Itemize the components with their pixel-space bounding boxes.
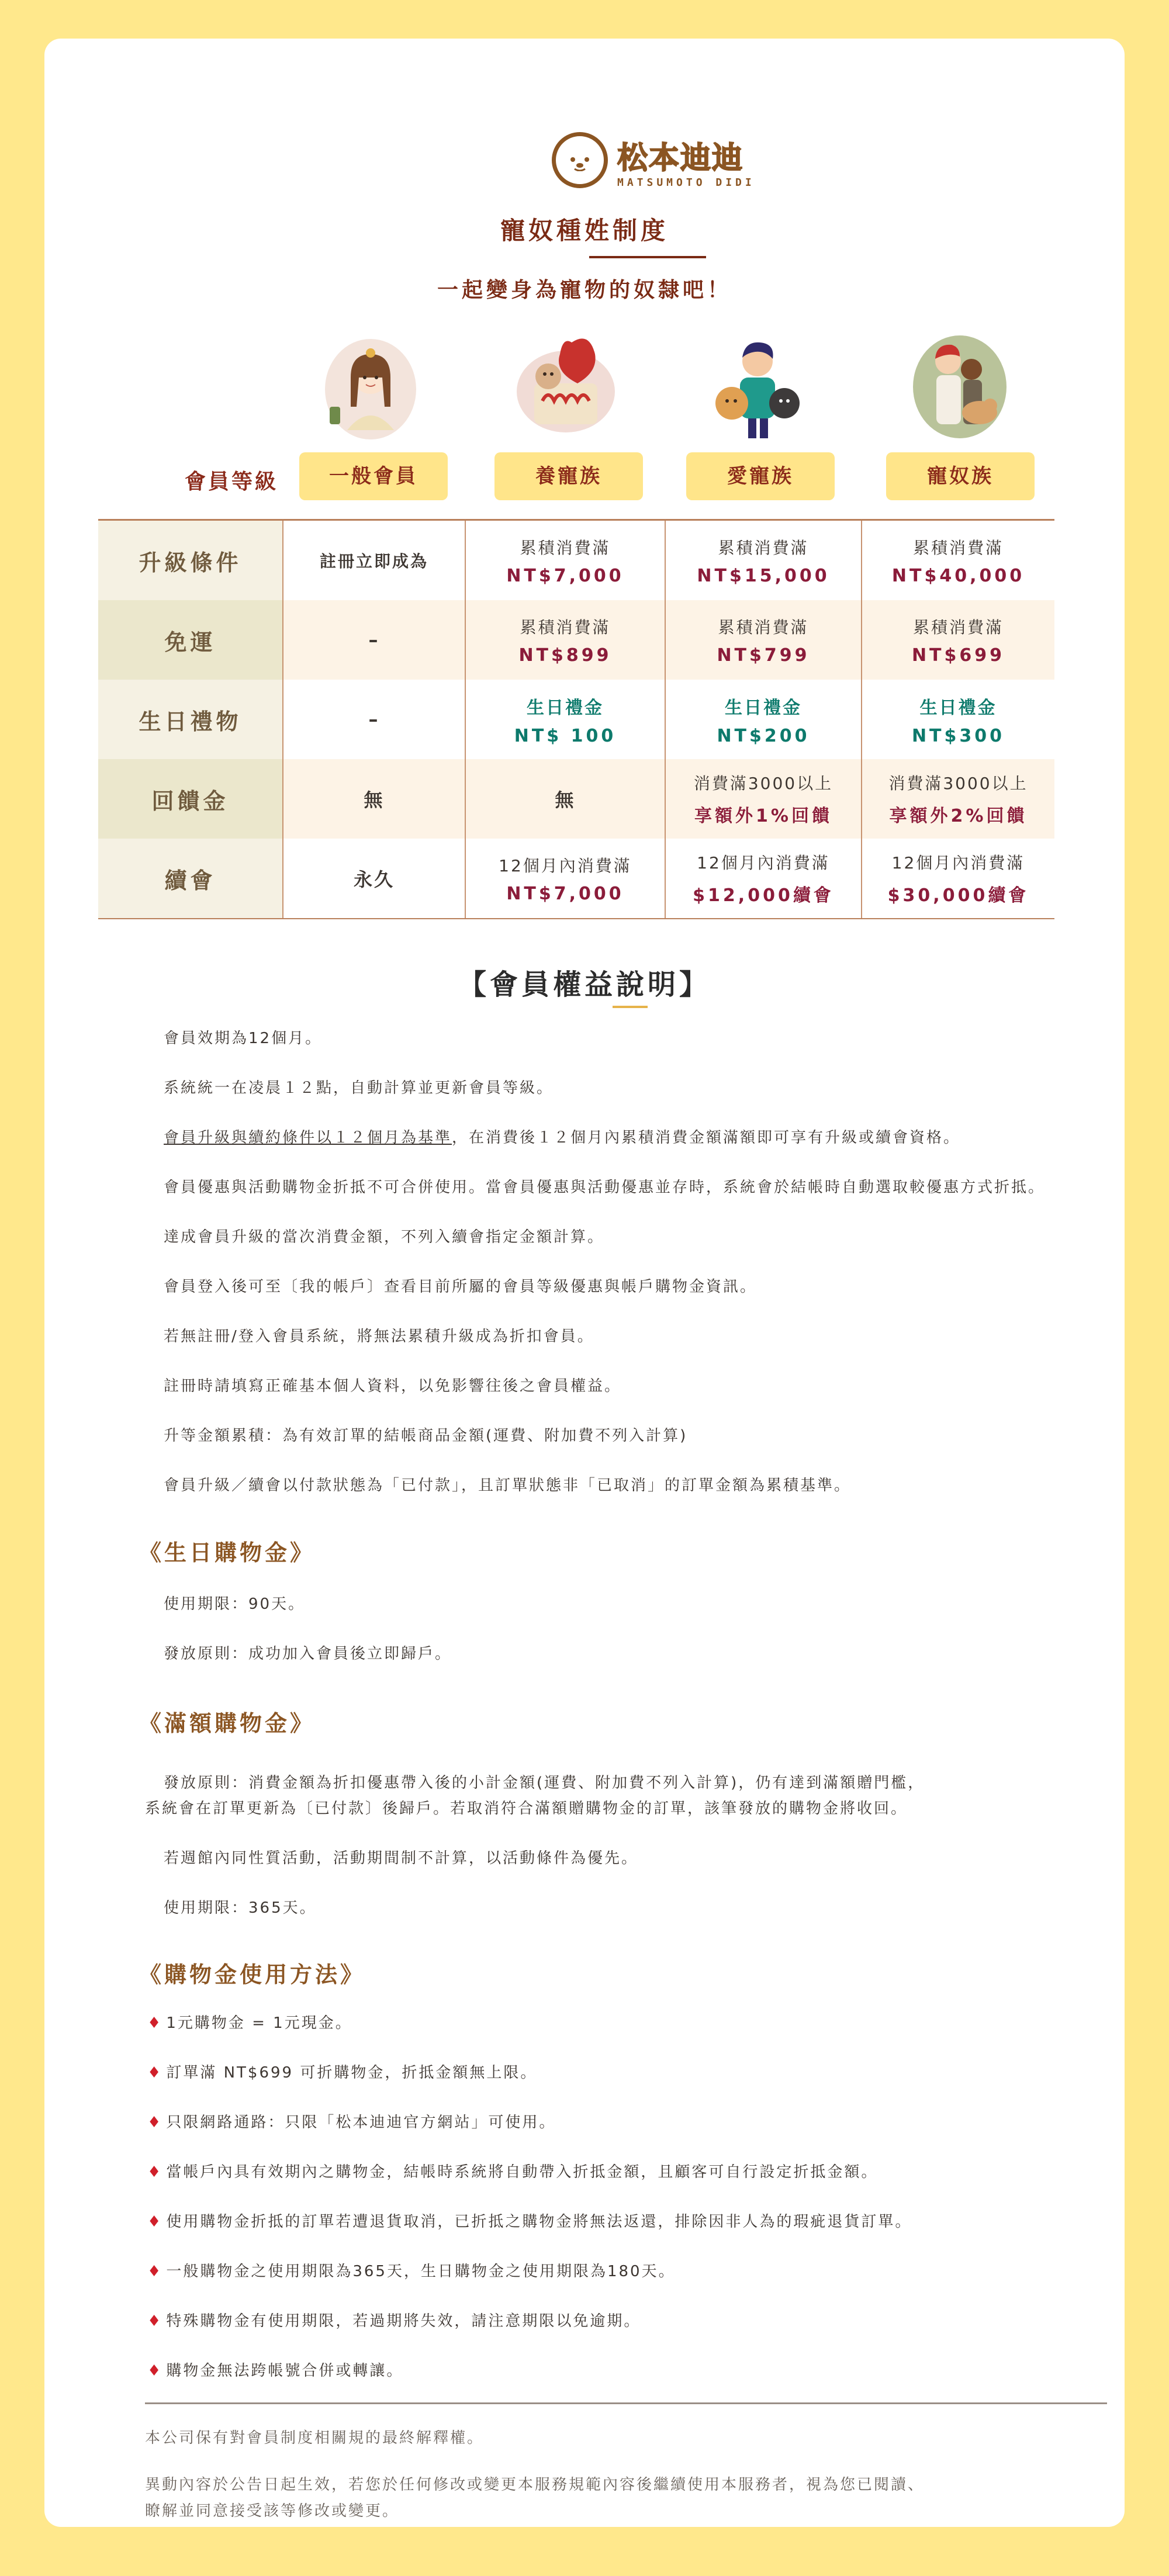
table-cell: 生日禮金 NT$ 100 [465, 680, 665, 759]
spend-credit-item: 發放原則：消費金額為折扣優惠帶入後的小計金額(運費、附加費不列入計算)，仍有達到滿額贈門檻， [164, 1774, 925, 1792]
table-row-renewal [98, 839, 1054, 919]
man-with-dogs-illustration-icon [699, 331, 816, 442]
logo-text: 松本迪迪 [617, 141, 744, 176]
diamond-bullet-icon: ♦ [147, 2362, 163, 2380]
diamond-bullet-icon: ♦ [147, 2263, 163, 2280]
usage-item: ♦ 1元購物金 = 1元現金。 [147, 2014, 352, 2032]
table-cell: 消費滿3000以上 享額外1%回饋 [665, 759, 862, 839]
table-cell: 12個月內消費滿 NT$7,000 [465, 839, 665, 919]
table-cell: 生日禮金 NT$300 [862, 680, 1054, 759]
footer-note: 異動內容於公告日起生效，若您於任何修改或變更本服務規範內容後繼續使用本服務者，視為您已閱讀、 [145, 2476, 925, 2494]
tier-button-general[interactable]: 一般會員 [299, 452, 448, 500]
benefits-title: 【會員權益說明】 [458, 968, 711, 1001]
member-level-label: 會員等級 [184, 470, 278, 494]
tier-button-pet-keeper[interactable]: 養寵族 [494, 452, 643, 500]
diamond-bullet-icon: ♦ [147, 2163, 163, 2181]
benefits-title-underline [613, 1006, 648, 1008]
table-cell: 消費滿3000以上 享額外2%回饋 [862, 759, 1054, 839]
benefit-underlined-text: 會員升級與續約條件以１２個月為基準 [164, 1129, 452, 1147]
row-header: 續會 [98, 839, 283, 919]
table-cell: 累積消費滿 NT$899 [465, 600, 665, 680]
table-cell: 累積消費滿 NT$699 [862, 600, 1054, 680]
benefit-item: 會員登入後可至〔我的帳戶〕查看目前所屬的會員等級優惠與帳戶購物金資訊。 [164, 1278, 758, 1296]
usage-item: ♦ 特殊購物金有使用期限，若過期將失效，請注意期限以免逾期。 [147, 2312, 641, 2330]
title-underline [589, 256, 706, 258]
table-row-birthday-gift [98, 680, 1054, 759]
spend-credit-item: 若週館內同性質活動，活動期間制不計算，以活動條件為優先。 [164, 1850, 639, 1867]
benefit-item: 系統統一在凌晨１２點，自動計算並更新會員等級。 [164, 1079, 554, 1097]
spend-credit-item: 使用期限：365天。 [164, 1899, 317, 1917]
table-cell: 累積消費滿 NT$799 [665, 600, 862, 680]
footer-divider [145, 2402, 1107, 2404]
diamond-bullet-icon: ♦ [147, 2114, 163, 2131]
diamond-bullet-icon: ♦ [147, 2014, 163, 2032]
table-cell: 累積消費滿 NT$7,000 [465, 520, 665, 601]
page-subtitle: 一起變身為寵物的奴隸吧！ [437, 278, 732, 302]
spend-credit-heading: 《滿額購物金》 [139, 1711, 316, 1736]
credit-usage-heading: 《購物金使用方法》 [139, 1962, 366, 1988]
table-row-free-shipping [98, 600, 1054, 680]
table-cell: 無 [283, 759, 465, 839]
tier-button-pet-lover[interactable]: 愛寵族 [686, 452, 835, 500]
benefit-item: 若無註冊/登入會員系統，將無法累積升級成為折扣會員。 [164, 1328, 594, 1345]
table-row-upgrade [98, 520, 1054, 601]
membership-tier-table [98, 519, 1054, 919]
logo-subtext: MATSUMOTO DIDI [617, 176, 755, 189]
benefit-item: 會員升級／續會以付款狀態為「已付款」，且訂單狀態非「已取消」的訂單金額為累積基準。 [164, 1477, 852, 1494]
benefit-text: ，在消費後１２個月內累積消費金額滿額即可享有升級或續會資格。 [452, 1129, 961, 1147]
diamond-bullet-icon: ♦ [147, 2213, 163, 2231]
birthday-item: 發放原則：成功加入會員後立即歸戶。 [164, 1645, 452, 1663]
brand-logo[interactable] [552, 132, 755, 196]
table-cell: 無 [465, 759, 665, 839]
table-cell: 12個月內消費滿 $30,000續會 [862, 839, 1054, 919]
table-cell: – [283, 600, 465, 680]
usage-item: ♦ 只限網路通路：只限「松本迪迪官方網站」可使用。 [147, 2114, 556, 2131]
table-cell: 累積消費滿 NT$15,000 [665, 520, 862, 601]
benefit-item: 會員效期為12個月。 [164, 1030, 323, 1047]
dog-heart-illustration-icon [507, 331, 624, 442]
dog-face-icon [552, 132, 608, 188]
birthday-credit-heading: 《生日購物金》 [139, 1540, 316, 1566]
row-header: 生日禮物 [98, 680, 283, 759]
footer-note: 瞭解並同意接受該等修改或變更。 [145, 2502, 400, 2520]
benefit-item: 達成會員升級的當次消費金額，不列入續會指定金額計算。 [164, 1228, 605, 1246]
family-with-dog-illustration-icon [899, 331, 1016, 442]
usage-item: ♦ 購物金無法跨帳號合併或轉讓。 [147, 2362, 404, 2380]
benefit-item [164, 1126, 960, 1147]
row-header: 升級條件 [98, 520, 283, 601]
girl-illustration-icon [312, 331, 429, 442]
footer-note: 本公司保有對會員制度相關規的最終解釋權。 [145, 2429, 485, 2447]
table-cell: 永久 [283, 839, 465, 919]
usage-item: ♦ 訂單滿 NT$699 可折購物金，折抵金額無上限。 [147, 2064, 538, 2082]
benefit-item: 會員優惠與活動購物金折抵不可合併使用。當會員優惠與活動優惠並存時，系統會於結帳時自動選取較優惠方式折抵。 [164, 1179, 1046, 1196]
tier-button-pet-slave[interactable]: 寵奴族 [886, 452, 1035, 500]
usage-item: ♦ 一般購物金之使用期限為365天，生日購物金之使用期限為180天。 [147, 2263, 676, 2280]
table-cell: 12個月內消費滿 $12,000續會 [665, 839, 862, 919]
table-cell: 註冊立即成為 [283, 520, 465, 601]
birthday-item: 使用期限：90天。 [164, 1595, 306, 1613]
usage-item: ♦ 使用購物金折抵的訂單若遭退貨取消，已折抵之購物金將無法返還，排除因非人為的瑕疵退貨訂單。 [147, 2213, 912, 2231]
row-header: 免運 [98, 600, 283, 680]
content-card [44, 39, 1125, 2527]
table-cell: 累積消費滿 NT$40,000 [862, 520, 1054, 601]
usage-item: ♦ 當帳戶內具有效期內之購物金，結帳時系統將自動帶入折抵金額，且顧客可自行設定折抵金額。 [147, 2163, 879, 2181]
benefit-item: 升等金額累積：為有效訂單的結帳商品金額(運費、附加費不列入計算) [164, 1427, 688, 1445]
spend-credit-item: 系統會在訂單更新為〔已付款〕後歸戶。若取消符合滿額贈購物金的訂單，該筆發放的購物金將收回。 [145, 1800, 908, 1817]
table-row-rebate [98, 759, 1054, 839]
benefit-item: 註冊時請填寫正確基本個人資料，以免影響往後之會員權益。 [164, 1377, 622, 1395]
table-cell: – [283, 680, 465, 759]
diamond-bullet-icon: ♦ [147, 2064, 163, 2082]
page-title: 寵奴種姓制度 [500, 216, 669, 245]
row-header: 回饋金 [98, 759, 283, 839]
table-cell: 生日禮金 NT$200 [665, 680, 862, 759]
diamond-bullet-icon: ♦ [147, 2312, 163, 2330]
